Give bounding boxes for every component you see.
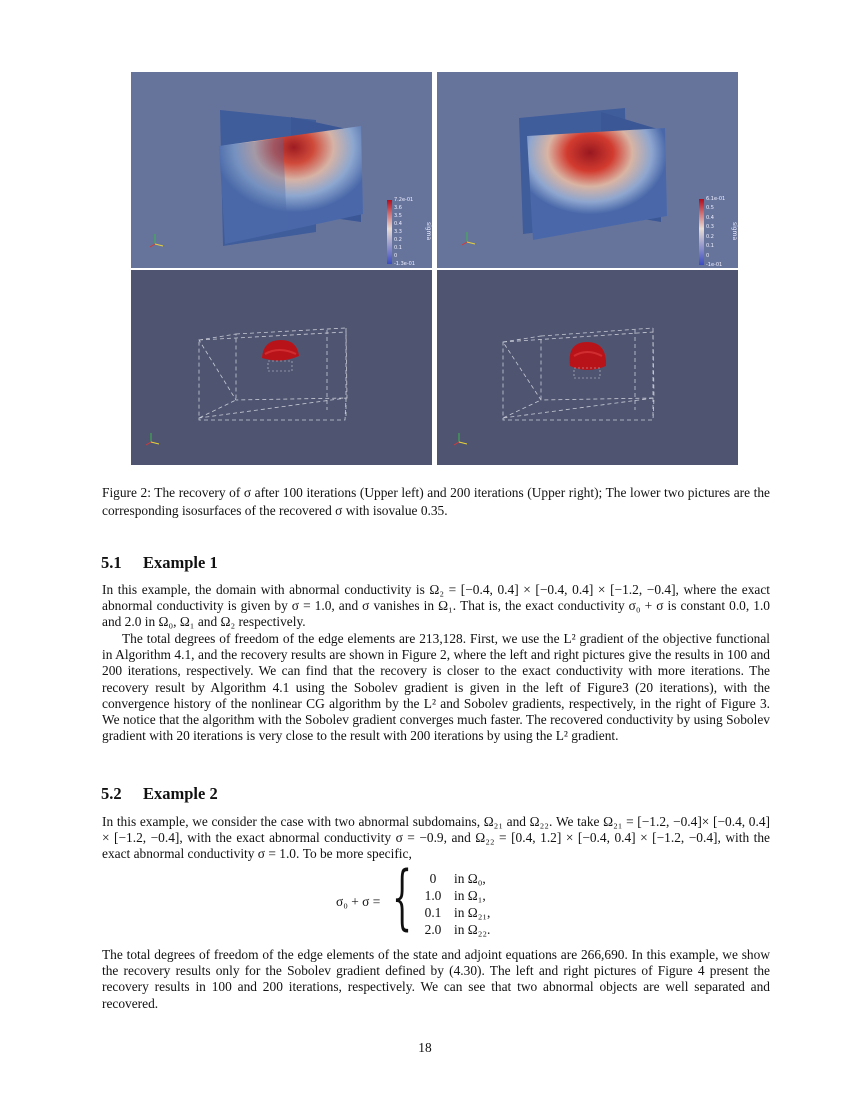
section-heading-5-1 bbox=[101, 553, 218, 573]
colorbar-tick-label: 0.4 bbox=[706, 214, 714, 221]
case-value: 0 bbox=[429, 871, 437, 886]
case-value: 0.1 bbox=[424, 905, 442, 920]
case-value: 2.0 bbox=[424, 922, 442, 937]
paragraph: The total degrees of freedom of the edge elements are 213,128. First, we use the L² gradient of the objective functional in Algorithm 4.1, and the recovery results are shown in Figure 2, where the left and right pictures give the results in 100 and 200 iterations, respectively. We can find that the recovery is closer to the exact conductivity with more iterations. The recovery result by Algorithm 4.1 using the Sobolev gradient is given in the left of Figure3 (20 iterations), with the convergence history of the nonlinear CG algorithm by the L² and Sobolev gradients, respectively, in the right of Figure 3. We notice that the algorithm with the Sobolev gradient converges much faster. The recovered conductivity by using Sobolev gradient with 20 iterations is very close to the result with 200 iterations by using the L² gradient. bbox=[102, 631, 770, 744]
equation-case bbox=[416, 904, 490, 921]
colorbar-tick-label: -1e-01 bbox=[706, 262, 723, 268]
colorbar-tick-label: 0.1 bbox=[706, 243, 714, 250]
equation-case bbox=[416, 887, 490, 904]
colorbar-tick-label: 0.4 bbox=[394, 221, 402, 227]
equation-lhs: σ₀ + σ = bbox=[336, 894, 381, 909]
colorbar-tick-label: 7.2e-01 bbox=[394, 197, 414, 203]
section-number: 5.2 bbox=[101, 784, 122, 803]
colorbar-title: sigma bbox=[731, 222, 738, 241]
paragraph: In this example, the domain with abnormal conductivity is Ω₂ = [−0.4, 0.4] × [−0.4, 0.4] × [−1.2, −0.4], where the exact abnormal conductivity is given by σ = 1.0, and σ vanishes in Ω₁. That is, the exact conductivity σ₀ + σ is constant 0.0, 1.0 and 2.0 in Ω₀, Ω₁ and Ω₂ respectively. bbox=[102, 582, 770, 630]
axis-triad bbox=[437, 270, 738, 465]
isosurface-panel-200-iterations bbox=[437, 270, 738, 465]
case-value: 1.0 bbox=[424, 888, 442, 903]
equation-case bbox=[416, 921, 490, 938]
colorbar-tick-label: 3.5 bbox=[394, 213, 402, 219]
section-number: 5.1 bbox=[101, 553, 122, 572]
colorbar-tick-label: 6.1e-01 bbox=[706, 196, 726, 202]
section-title: Example 1 bbox=[143, 553, 218, 572]
equation-case bbox=[416, 870, 490, 887]
axis-triad bbox=[131, 270, 432, 465]
colorbar bbox=[131, 72, 432, 268]
figure-caption: Figure 2: The recovery of σ after 100 iterations (Upper left) and 200 iterations (Upper right); The lower two pictures are the corresponding isosurfaces of the recovered σ with isovalue 0.35. bbox=[102, 485, 770, 518]
colorbar bbox=[437, 72, 738, 268]
colorbar-tick-label: 0.2 bbox=[706, 233, 714, 240]
paragraph: In this example, we consider the case with two abnormal subdomains, Ω₂₁ and Ω₂₂. We take Ω₂₁ = [−1.2, −0.4]× [−0.4, 0.4] × [−1.2, −0.4], with the exact abnormal conductivity σ = −0.9, and Ω₂₂ = [0.4, 1.2] × [−0.4, 0.4] × [−1.2, −0.4], with the exact abnormal conductivity σ = 1.0. To be more specific, bbox=[102, 814, 770, 862]
section-title: Example 2 bbox=[143, 784, 218, 803]
piecewise-equation bbox=[336, 856, 536, 938]
case-condition: in Ω₀, bbox=[454, 871, 486, 886]
colorbar-tick-label: 0 bbox=[706, 252, 710, 259]
colorbar-tick-label: 3.3 bbox=[394, 229, 402, 235]
left-brace: { bbox=[392, 856, 413, 938]
section-heading-5-2 bbox=[101, 784, 218, 804]
case-condition: in Ω₂₁, bbox=[454, 905, 491, 920]
colorbar-tick-label: -1.3e-01 bbox=[394, 261, 415, 267]
colorbar-tick-label: 0.5 bbox=[706, 205, 714, 212]
colorbar-tick-label: 0 bbox=[394, 253, 398, 259]
case-condition: in Ω₂₂. bbox=[454, 922, 491, 937]
paragraph: The total degrees of freedom of the edge elements of the state and adjoint equations are 266,690. In this example, we show the recovery results only for the Sobolev gradient defined by (4.30). The left and right pictures of Figure 4 present the recovery results in 100 and 200 iterations, respectively. We can see that two abnormal objects are well separated and recovered. bbox=[102, 947, 770, 1011]
slice-panel-200-iterations bbox=[437, 72, 738, 268]
isosurface-panel-100-iterations bbox=[131, 270, 432, 465]
equation-cases bbox=[416, 870, 490, 938]
figure-2 bbox=[131, 72, 738, 465]
colorbar-title: sigma bbox=[425, 222, 432, 241]
slice-panel-100-iterations bbox=[131, 72, 432, 268]
page-number: 18 bbox=[418, 1040, 432, 1055]
colorbar-tick-label: 0.2 bbox=[394, 237, 402, 243]
colorbar-tick-label: 0.3 bbox=[706, 224, 714, 231]
case-condition: in Ω₁, bbox=[454, 888, 486, 903]
colorbar-tick-label: 3.6 bbox=[394, 205, 402, 211]
colorbar-tick-label: 0.1 bbox=[394, 245, 402, 251]
